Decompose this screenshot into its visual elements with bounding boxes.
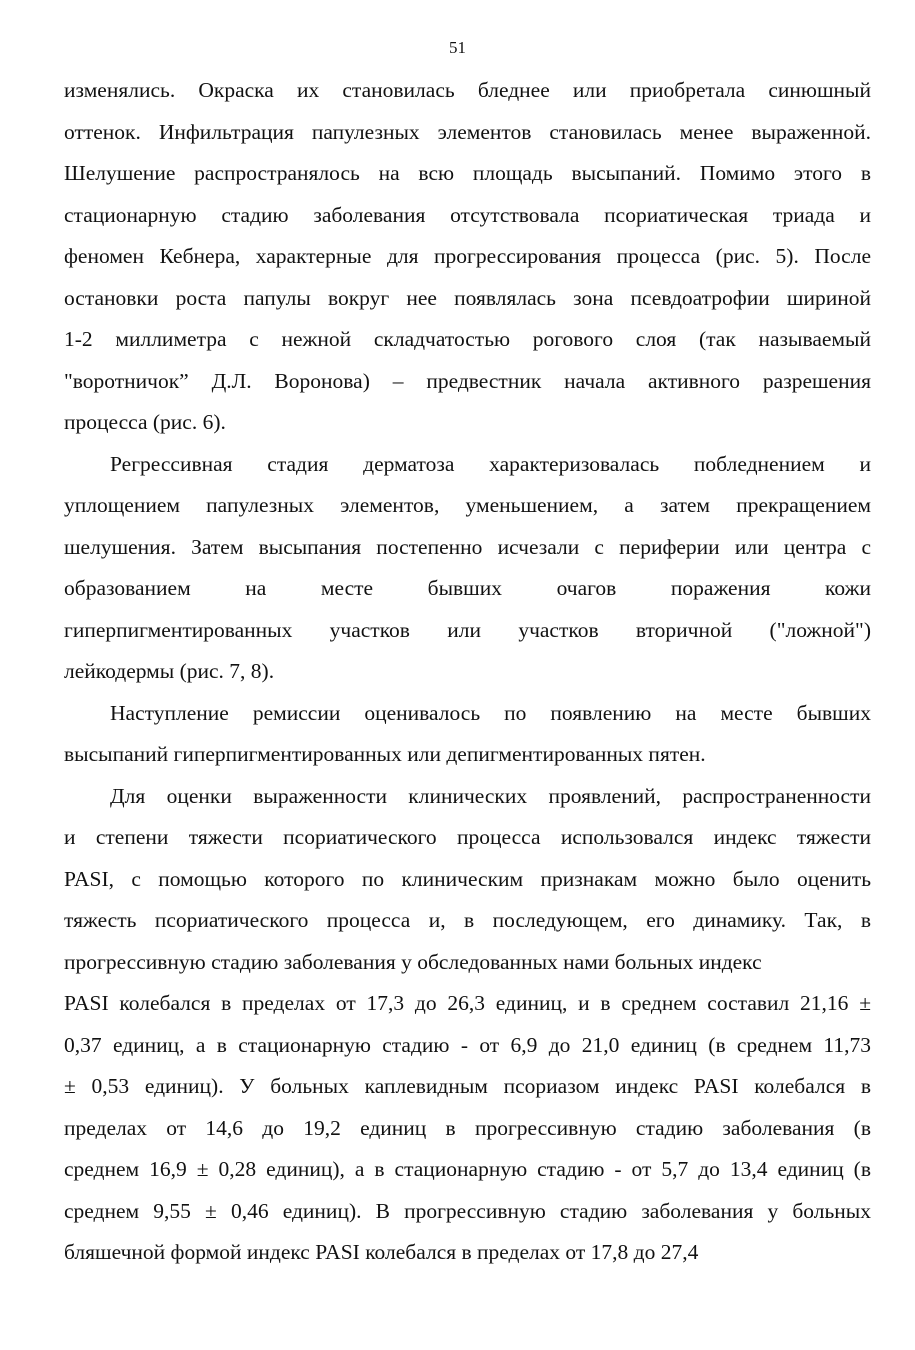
text-line: уплощением папулезных элементов, уменьшением, а затем прекращением — [64, 493, 871, 517]
text-line: 1-2 миллиметра с нежной складчатостью рогового слоя (так называемый — [64, 327, 871, 351]
text-line: изменялись. Окраска их становилась бледнее или приобретала синюшный — [64, 78, 871, 102]
body-text — [64, 70, 871, 1274]
text-line: бляшечной формой индекс PASI колебался в пределах от 17,8 до 27,4 — [64, 1240, 699, 1264]
text-line: остановки роста папулы вокруг нее появлялась зона псевдоатрофии шириной — [64, 285, 871, 310]
text-line: среднем 9,55 ± 0,46 единиц). В прогрессивную стадию заболевания у больных — [64, 1198, 871, 1223]
text-line: тяжесть псориатического процесса и, в последующем, его динамику. Так, в — [64, 908, 871, 932]
paragraph-pasi-index — [64, 776, 871, 1274]
text-line: Регрессивная стадия дерматоза характеризовалась побледнением и — [110, 451, 871, 476]
text-line: стационарную стадию заболевания отсутствовала псориатическая триада и — [64, 202, 871, 227]
text-line: процесса (рис. 6). — [64, 410, 226, 434]
page-number: 51 — [449, 38, 466, 57]
text-line: среднем 16,9 ± 0,28 единиц), а в стационарную стадию - от 5,7 до 13,4 единиц (в — [64, 1157, 871, 1181]
text-line: Наступление ремиссии оценивалось по появлению на месте бывших — [110, 700, 871, 725]
text-line: феномен Кебнера, характерные для прогрессирования процесса (рис. 5). После — [64, 244, 871, 268]
text-line: и степени тяжести псориатического процесса использовался индекс тяжести — [64, 825, 871, 849]
text-line: прогрессивную стадию заболевания у обследованных нами больных индекс — [64, 949, 762, 974]
paragraph-regressive-stage — [64, 444, 871, 693]
text-line: оттенок. Инфильтрация папулезных элементов становилась менее выраженной. — [64, 119, 871, 144]
text-line: PASI колебался в пределах от 17,3 до 26,3 единиц, и в среднем составил 21,16 ± — [64, 991, 871, 1015]
text-line: пределах от 14,6 до 19,2 единиц в прогрессивную стадию заболевания (в — [64, 1115, 871, 1140]
text-line: гиперпигментированных участков или участков вторичной ("ложной") — [64, 617, 871, 642]
text-line: образованием на месте бывших очагов поражения кожи — [64, 576, 871, 600]
paragraph-remission — [64, 693, 871, 776]
text-line: Для оценки выраженности клинических проявлений, распространенности — [110, 783, 871, 808]
text-line: шелушения. Затем высыпания постепенно исчезали с периферии или центра с — [64, 534, 871, 559]
text-line: PASI, с помощью которого по клиническим признакам можно было оценить — [64, 866, 871, 891]
text-line: высыпаний гиперпигментированных или депигментированных пятен. — [64, 742, 706, 766]
text-line: Шелушение распространялось на всю площадь высыпаний. Помимо этого в — [64, 161, 871, 185]
paragraph-stationary-stage — [64, 70, 871, 444]
text-line: лейкодермы (рис. 7, 8). — [64, 659, 275, 683]
text-line: 0,37 единиц, а в стационарную стадию - от 6,9 до 21,0 единиц (в среднем 11,73 — [64, 1032, 871, 1057]
text-line: ± 0,53 единиц). У больных каплевидным псориазом индекс PASI колебался в — [64, 1074, 871, 1098]
text-line: "воротничок” Д.Л. Воронова) – предвестник начала активного разрешения — [64, 368, 871, 393]
